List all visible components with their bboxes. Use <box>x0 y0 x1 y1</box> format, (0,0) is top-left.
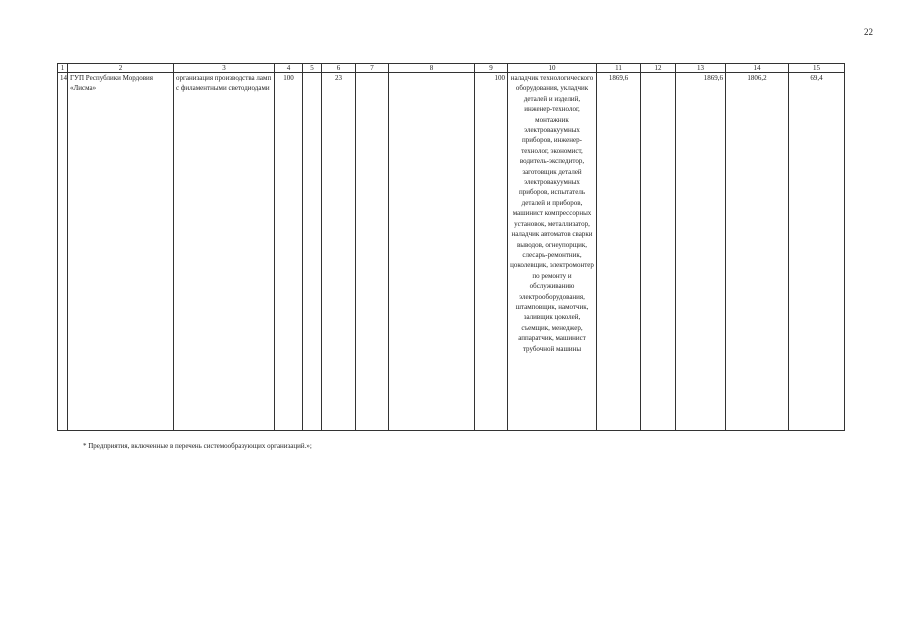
cell-col-11: 1869,6 <box>597 73 641 431</box>
header-cell-8: 8 <box>389 64 475 73</box>
cell-col-15: 69,4 <box>789 73 845 431</box>
cell-col-5 <box>303 73 322 431</box>
cell-col-8 <box>389 73 475 431</box>
header-cell-10: 10 <box>508 64 597 73</box>
header-cell-6: 6 <box>322 64 356 73</box>
activity-description: организация производства ламп с филаментными светодиодами <box>174 73 275 431</box>
cell-col-9: 100 <box>475 73 508 431</box>
header-cell-3: 3 <box>174 64 275 73</box>
header-cell-7: 7 <box>356 64 389 73</box>
professions-list: наладчик технологического оборудования, укладчик деталей и изделий, инженер-технолог, монтажник электровакуумных приборов, инженер-технолог, экономист, водитель-экспедитор, заготовщик деталей электровакуумных приборов, испытатель деталей и приборов, машинист компрессорных установок, металлизатор, наладчик автоматов сварки выводов, огнеупорщик, слесарь-ремонтник, цоколевщик, электромонтер по ремонту и обслуживанию электрооборудования, штамповщик, намотчик, заливщик цоколей, съемщик, менеджер, аппаратчик, машинист трубочной машины <box>508 73 597 431</box>
header-cell-1: 1 <box>58 64 68 73</box>
row-number: 14 <box>58 73 68 431</box>
header-cell-15: 15 <box>789 64 845 73</box>
header-cell-4: 4 <box>275 64 303 73</box>
header-row <box>58 64 845 73</box>
header-cell-2: 2 <box>68 64 174 73</box>
organization-name: ГУП Республики Мордовия «Лисма» <box>68 73 174 431</box>
header-cell-5: 5 <box>303 64 322 73</box>
data-table <box>57 63 845 431</box>
footnote: * Предприятия, включенные в перечень системообразующих организаций.»; <box>83 442 312 450</box>
cell-col-6: 23 <box>322 73 356 431</box>
cell-col-4: 100 <box>275 73 303 431</box>
header-cell-9: 9 <box>475 64 508 73</box>
page-number: 22 <box>864 27 873 37</box>
header-cell-14: 14 <box>726 64 789 73</box>
header-cell-13: 13 <box>676 64 726 73</box>
cell-col-14: 1806,2 <box>726 73 789 431</box>
cell-col-7 <box>356 73 389 431</box>
header-cell-12: 12 <box>641 64 676 73</box>
header-cell-11: 11 <box>597 64 641 73</box>
table-row <box>58 73 845 431</box>
cell-col-13: 1869,6 <box>676 73 726 431</box>
cell-col-12 <box>641 73 676 431</box>
